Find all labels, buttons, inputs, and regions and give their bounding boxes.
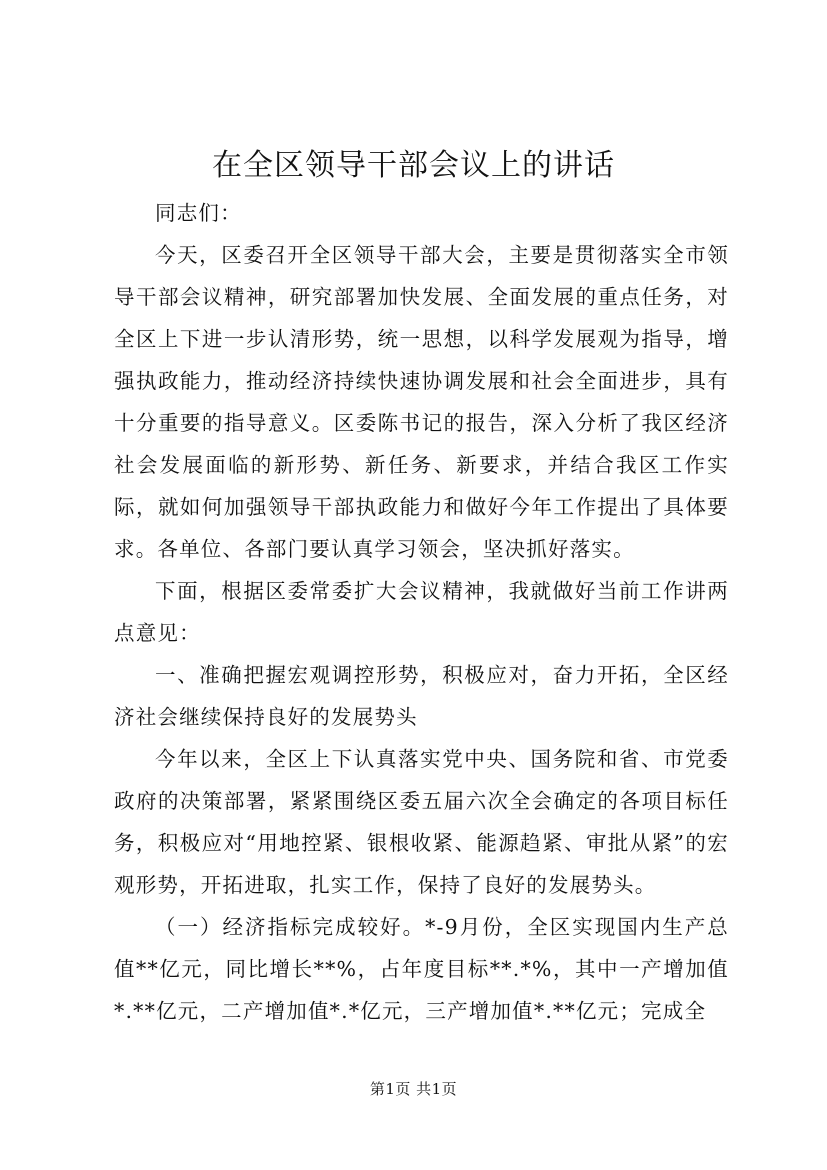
document-title: 在全区领导干部会议上的讲话 [212, 148, 615, 183]
page-footer: 第1页 共1页 [369, 1080, 458, 1098]
section-heading: 一、准确把握宏观调控形势，积极应对，奋力开拓，全区经济社会继续保持良好的发展势头 [114, 663, 729, 729]
body-paragraph: （一）经济指标完成较好。*-9月份，全区实现国内生产总值**亿元，同比增长**%，占年度目标**.*%，其中一产增加值*.**亿元，二产增加值*.*亿元，三产增加值*.**亿元；完成全 [114, 915, 729, 1023]
salutation-paragraph: 同志们： [155, 201, 242, 225]
body-paragraph: 下面，根据区委常委扩大会议精神，我就做好当前工作讲两点意见： [114, 579, 729, 645]
body-paragraph: 今年以来，全区上下认真落实党中央、国务院和省、市党委政府的决策部署，紧紧围绕区委五届六次全会确定的各项目标任务，积极应对“用地控紧、银根收紧、能源趋紧、审批从紧”的宏观形势，开拓进取，扎实工作，保持了良好的发展势头。 [114, 747, 729, 897]
document-body [114, 192, 729, 1032]
body-paragraph: 今天，区委召开全区领导干部大会，主要是贯彻落实全市领导干部会议精神，研究部署加快发展、全面发展的重点任务，对全区上下进一步认清形势，统一思想，以科学发展观为指导，增强执政能力，推动经济持续快速协调发展和社会全面进步，具有十分重要的指导意义。区委陈书记的报告，深入分析了我区经济社会发展面临的新形势、新任务、新要求，并结合我区工作实际，就如何加强领导干部执政能力和做好今年工作提出了具体要求。各单位、各部门要认真学习领会，坚决抓好落实。 [114, 243, 729, 561]
